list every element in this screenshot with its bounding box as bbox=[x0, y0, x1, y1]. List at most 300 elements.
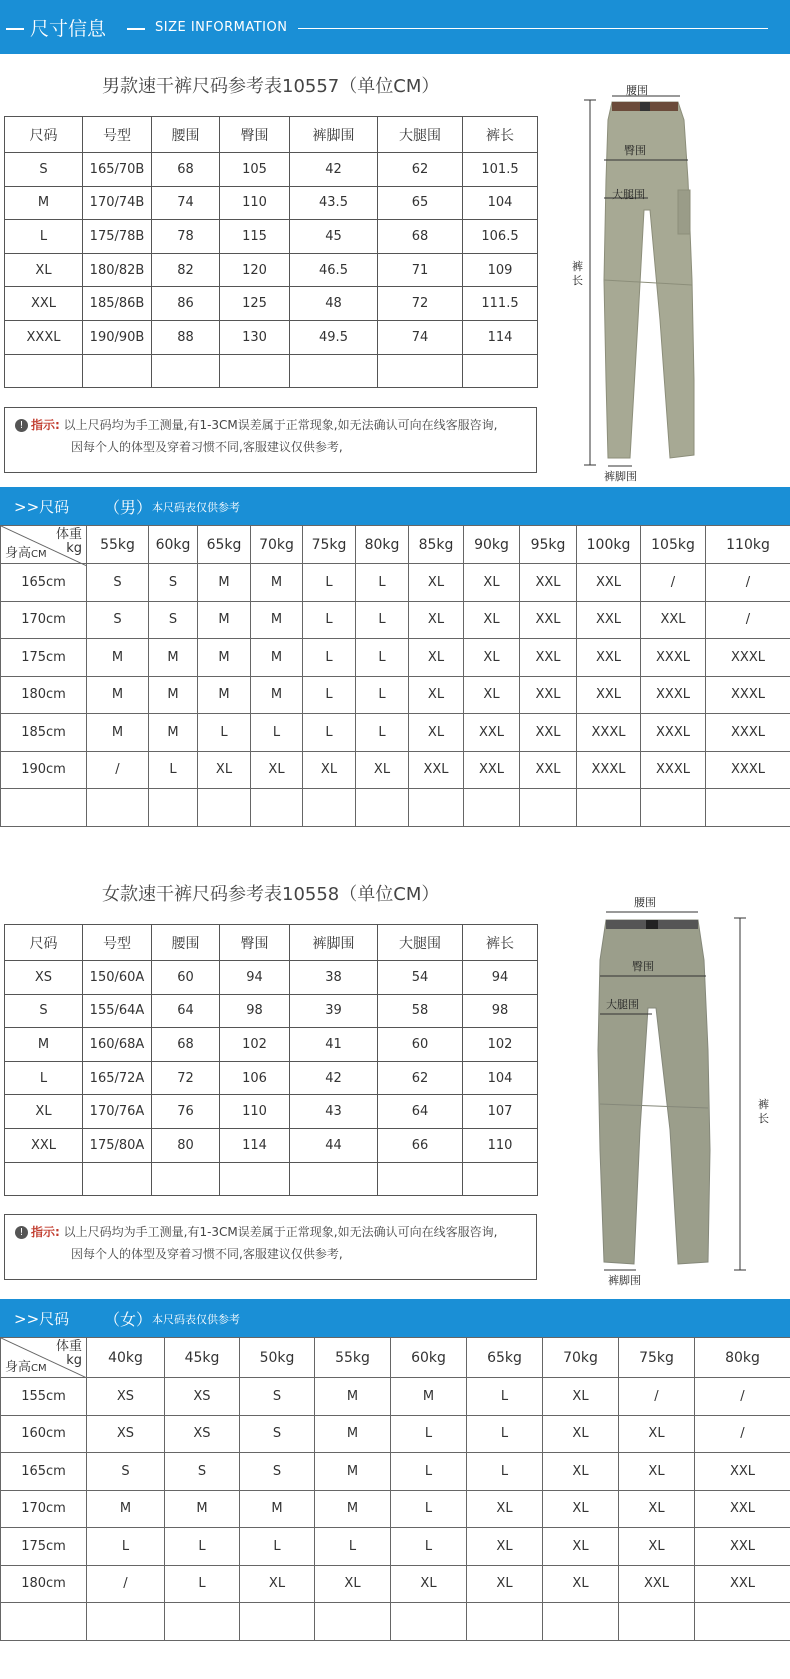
column-header: 尺码 bbox=[5, 925, 83, 961]
size-cell: S bbox=[240, 1453, 315, 1491]
info-icon: ! bbox=[15, 419, 28, 432]
table-row bbox=[1, 714, 790, 752]
table-cell: 94 bbox=[463, 961, 538, 995]
size-cell: M bbox=[251, 564, 303, 602]
table-cell: XXL bbox=[5, 1128, 83, 1162]
table-cell: 71 bbox=[378, 253, 463, 287]
size-cell: XS bbox=[165, 1415, 240, 1453]
height-label: 165cm bbox=[1, 564, 87, 602]
size-cell: S bbox=[165, 1453, 240, 1491]
size-cell bbox=[303, 789, 356, 827]
table-cell: XL bbox=[5, 1095, 83, 1129]
size-cell bbox=[641, 789, 706, 827]
weight-header: 65kg bbox=[198, 526, 251, 564]
table-row bbox=[5, 354, 538, 388]
size-cell: / bbox=[706, 601, 790, 639]
size-cell: XXL bbox=[464, 751, 520, 789]
note-label: 指示: bbox=[31, 1225, 60, 1239]
table-row bbox=[1, 601, 790, 639]
corner-weight: 体重 bbox=[55, 527, 82, 542]
women-weight-height-matrix bbox=[0, 1337, 790, 1641]
size-cell: XL bbox=[543, 1528, 619, 1566]
size-cell: S bbox=[87, 1453, 165, 1491]
size-info-banner bbox=[0, 0, 790, 54]
women-size-note bbox=[4, 1214, 537, 1280]
height-label: 165cm bbox=[1, 1453, 87, 1491]
size-cell: S bbox=[149, 564, 198, 602]
men-thigh-label: 大腿围 bbox=[612, 188, 645, 201]
table-cell: 66 bbox=[378, 1128, 463, 1162]
table-row bbox=[5, 1095, 538, 1129]
size-cell bbox=[149, 789, 198, 827]
height-label: 175cm bbox=[1, 1528, 87, 1566]
table-row bbox=[5, 961, 538, 995]
size-cell: XL bbox=[619, 1453, 695, 1491]
table-cell: 104 bbox=[463, 1061, 538, 1095]
size-cell: XL bbox=[467, 1565, 543, 1603]
note-line-1: 以上尺码均为手工测量,有1-3CM误差属于正常现象,如无法确认可向在线客服咨询, bbox=[63, 1225, 498, 1239]
column-header: 裤长 bbox=[463, 117, 538, 153]
size-cell bbox=[520, 789, 577, 827]
size-cell: M bbox=[198, 676, 251, 714]
weight-header: 105kg bbox=[641, 526, 706, 564]
table-cell: 68 bbox=[378, 220, 463, 254]
note-line-2: 因每个人的体型及穿着习惯不同,客服建议仅供参考, bbox=[71, 1247, 343, 1261]
table-cell bbox=[220, 1162, 290, 1196]
size-cell: XL bbox=[543, 1415, 619, 1453]
info-icon: ! bbox=[15, 1226, 28, 1239]
height-label: 185cm bbox=[1, 714, 87, 752]
size-cell: XXL bbox=[641, 601, 706, 639]
size-cell bbox=[198, 789, 251, 827]
table-cell: 110 bbox=[220, 1095, 290, 1129]
table-cell: 45 bbox=[290, 220, 378, 254]
height-label: 180cm bbox=[1, 1565, 87, 1603]
size-cell: M bbox=[240, 1490, 315, 1528]
table-row bbox=[1, 1490, 790, 1528]
table-cell: 185/86B bbox=[83, 287, 152, 321]
weight-header: 80kg bbox=[695, 1338, 790, 1378]
table-row bbox=[5, 153, 538, 187]
table-cell: 39 bbox=[290, 994, 378, 1028]
women-thigh-label: 大腿围 bbox=[606, 998, 639, 1011]
table-row bbox=[5, 994, 538, 1028]
table-row bbox=[1, 1565, 790, 1603]
men-bar-arrow-label: >>尺码 bbox=[14, 498, 70, 516]
table-cell: 114 bbox=[463, 320, 538, 354]
men-size-table bbox=[4, 116, 538, 388]
size-cell: XXL bbox=[520, 676, 577, 714]
size-cell: XL bbox=[464, 676, 520, 714]
size-cell bbox=[706, 789, 790, 827]
size-cell: L bbox=[303, 601, 356, 639]
size-cell: XXXL bbox=[706, 714, 790, 752]
table-cell: 109 bbox=[463, 253, 538, 287]
note-label: 指示: bbox=[31, 418, 60, 432]
size-cell: XXL bbox=[464, 714, 520, 752]
men-waist-label: 腰围 bbox=[626, 84, 648, 97]
table-cell bbox=[290, 1162, 378, 1196]
size-cell: XXL bbox=[520, 601, 577, 639]
size-cell: L bbox=[467, 1415, 543, 1453]
table-cell: 76 bbox=[152, 1095, 220, 1129]
size-cell: XXXL bbox=[641, 676, 706, 714]
size-cell: L bbox=[303, 564, 356, 602]
weight-header: 60kg bbox=[391, 1338, 467, 1378]
table-cell: 64 bbox=[378, 1095, 463, 1129]
table-cell: 114 bbox=[220, 1128, 290, 1162]
size-cell: M bbox=[87, 639, 149, 677]
weight-header: 50kg bbox=[240, 1338, 315, 1378]
size-cell: L bbox=[240, 1528, 315, 1566]
table-cell: 170/76A bbox=[83, 1095, 152, 1129]
weight-header: 55kg bbox=[87, 526, 149, 564]
table-cell: 42 bbox=[290, 1061, 378, 1095]
height-label bbox=[1, 1603, 87, 1641]
table-cell: S bbox=[5, 153, 83, 187]
banner-dash-left bbox=[6, 28, 24, 30]
size-cell: XXL bbox=[577, 564, 641, 602]
women-length-label: 裤长 bbox=[758, 1098, 769, 1125]
size-cell: / bbox=[87, 1565, 165, 1603]
note-line-1: 以上尺码均为手工测量,有1-3CM误差属于正常现象,如无法确认可向在线客服咨询, bbox=[63, 418, 498, 432]
table-cell: 43 bbox=[290, 1095, 378, 1129]
size-cell: M bbox=[391, 1378, 467, 1416]
size-cell: XXXL bbox=[577, 714, 641, 752]
column-header: 腰围 bbox=[152, 117, 220, 153]
women-size-bar bbox=[0, 1299, 790, 1337]
table-row bbox=[1, 1603, 790, 1641]
table-cell: 102 bbox=[220, 1028, 290, 1062]
size-cell bbox=[315, 1603, 391, 1641]
table-cell bbox=[290, 354, 378, 388]
size-cell: L bbox=[467, 1453, 543, 1491]
table-row bbox=[5, 1061, 538, 1095]
size-cell: XL bbox=[543, 1565, 619, 1603]
size-cell: M bbox=[149, 676, 198, 714]
women-waist-label: 腰围 bbox=[634, 896, 656, 909]
table-cell: 86 bbox=[152, 287, 220, 321]
women-size-table bbox=[4, 924, 538, 1196]
table-row bbox=[5, 1028, 538, 1062]
column-header: 大腿围 bbox=[378, 117, 463, 153]
women-bar-sub: 本尺码表仅供参考 bbox=[152, 1313, 240, 1326]
table-cell: 175/80A bbox=[83, 1128, 152, 1162]
size-cell: XXXL bbox=[706, 639, 790, 677]
men-hip-label: 臀围 bbox=[624, 144, 646, 157]
table-cell: XL bbox=[5, 253, 83, 287]
size-cell: / bbox=[695, 1378, 790, 1416]
column-header: 裤脚围 bbox=[290, 117, 378, 153]
table-cell bbox=[83, 1162, 152, 1196]
weight-header: 70kg bbox=[543, 1338, 619, 1378]
table-row bbox=[1, 676, 790, 714]
size-cell bbox=[619, 1603, 695, 1641]
size-cell: XL bbox=[303, 751, 356, 789]
weight-header: 75kg bbox=[619, 1338, 695, 1378]
weight-header: 110kg bbox=[706, 526, 790, 564]
table-row bbox=[1, 789, 790, 827]
column-header: 号型 bbox=[83, 117, 152, 153]
size-cell: XS bbox=[165, 1378, 240, 1416]
size-cell bbox=[356, 789, 409, 827]
size-cell: L bbox=[198, 714, 251, 752]
table-row bbox=[1, 1415, 790, 1453]
table-cell: 130 bbox=[220, 320, 290, 354]
size-cell: M bbox=[315, 1378, 391, 1416]
size-cell: XL bbox=[464, 564, 520, 602]
table-cell: 106.5 bbox=[463, 220, 538, 254]
size-cell bbox=[409, 789, 464, 827]
table-cell: 44 bbox=[290, 1128, 378, 1162]
size-cell: L bbox=[315, 1528, 391, 1566]
table-cell: 64 bbox=[152, 994, 220, 1028]
table-cell bbox=[152, 354, 220, 388]
table-cell: 160/68A bbox=[83, 1028, 152, 1062]
table-cell: 155/64A bbox=[83, 994, 152, 1028]
size-cell: L bbox=[356, 714, 409, 752]
size-cell: M bbox=[149, 639, 198, 677]
banner-title-cn: 尺寸信息 bbox=[30, 18, 107, 40]
weight-header: 95kg bbox=[520, 526, 577, 564]
table-cell: 98 bbox=[463, 994, 538, 1028]
table-cell bbox=[83, 354, 152, 388]
table-cell: S bbox=[5, 994, 83, 1028]
table-cell bbox=[5, 354, 83, 388]
weight-header: 45kg bbox=[165, 1338, 240, 1378]
weight-header: 90kg bbox=[464, 526, 520, 564]
size-cell: XL bbox=[464, 601, 520, 639]
weight-header: 80kg bbox=[356, 526, 409, 564]
size-cell: XL bbox=[409, 676, 464, 714]
size-cell: / bbox=[619, 1378, 695, 1416]
men-weight-height-matrix bbox=[0, 525, 790, 827]
men-pants-figure bbox=[560, 80, 740, 483]
table-cell: 48 bbox=[290, 287, 378, 321]
table-cell: 175/78B bbox=[83, 220, 152, 254]
women-size-title: 女款速干裤尺码参考表10558（单位CM） bbox=[102, 884, 440, 905]
table-cell: 38 bbox=[290, 961, 378, 995]
size-cell: M bbox=[198, 601, 251, 639]
height-label: 170cm bbox=[1, 601, 87, 639]
table-cell: 180/82B bbox=[83, 253, 152, 287]
table-cell: L bbox=[5, 1061, 83, 1095]
column-header: 裤脚围 bbox=[290, 925, 378, 961]
size-cell: XL bbox=[409, 601, 464, 639]
table-cell: 170/74B bbox=[83, 186, 152, 220]
men-bar-gender: （男） bbox=[104, 498, 153, 517]
weight-header: 40kg bbox=[87, 1338, 165, 1378]
table-cell: 120 bbox=[220, 253, 290, 287]
table-cell: 107 bbox=[463, 1095, 538, 1129]
size-cell: S bbox=[87, 564, 149, 602]
size-cell: L bbox=[467, 1378, 543, 1416]
table-cell: 104 bbox=[463, 186, 538, 220]
size-cell bbox=[391, 1603, 467, 1641]
size-cell: L bbox=[391, 1490, 467, 1528]
corner-cm: CM bbox=[31, 1363, 47, 1374]
weight-header: 75kg bbox=[303, 526, 356, 564]
size-cell: M bbox=[251, 601, 303, 639]
size-cell: L bbox=[391, 1453, 467, 1491]
table-cell: XXXL bbox=[5, 320, 83, 354]
size-cell: M bbox=[87, 1490, 165, 1528]
table-cell bbox=[463, 354, 538, 388]
size-cell: M bbox=[198, 564, 251, 602]
weight-header: 60kg bbox=[149, 526, 198, 564]
column-header: 臀围 bbox=[220, 117, 290, 153]
size-cell: S bbox=[240, 1415, 315, 1453]
size-cell: XXL bbox=[695, 1528, 790, 1566]
size-cell: XXL bbox=[619, 1565, 695, 1603]
size-cell: L bbox=[391, 1415, 467, 1453]
height-label bbox=[1, 789, 87, 827]
table-row bbox=[5, 320, 538, 354]
size-cell: XXXL bbox=[706, 676, 790, 714]
women-pants-illustration bbox=[590, 890, 780, 1290]
size-cell: XXXL bbox=[641, 751, 706, 789]
size-cell: L bbox=[165, 1565, 240, 1603]
table-cell: 65 bbox=[378, 186, 463, 220]
table-row bbox=[1, 1528, 790, 1566]
banner-title-en: SIZE INFORMATION bbox=[155, 20, 288, 35]
weight-header: 65kg bbox=[467, 1338, 543, 1378]
column-header: 大腿围 bbox=[378, 925, 463, 961]
size-cell: S bbox=[87, 601, 149, 639]
size-cell: S bbox=[240, 1378, 315, 1416]
size-cell: XL bbox=[464, 639, 520, 677]
size-cell: XL bbox=[543, 1453, 619, 1491]
table-cell: 88 bbox=[152, 320, 220, 354]
table-cell bbox=[220, 354, 290, 388]
size-cell: XXL bbox=[520, 751, 577, 789]
table-cell: 54 bbox=[378, 961, 463, 995]
size-cell: M bbox=[149, 714, 198, 752]
banner-line bbox=[298, 28, 768, 29]
size-cell: L bbox=[356, 601, 409, 639]
table-cell: 190/90B bbox=[83, 320, 152, 354]
size-cell: XXL bbox=[520, 564, 577, 602]
men-size-title: 男款速干裤尺码参考表10557（单位CM） bbox=[102, 76, 440, 97]
banner-dash-mid bbox=[127, 28, 145, 30]
women-hip-label: 臀围 bbox=[632, 960, 654, 973]
note-line-2: 因每个人的体型及穿着习惯不同,客服建议仅供参考, bbox=[71, 440, 343, 454]
column-header: 号型 bbox=[83, 925, 152, 961]
table-cell: 110 bbox=[463, 1128, 538, 1162]
size-cell: XXXL bbox=[706, 751, 790, 789]
table-cell: 68 bbox=[152, 153, 220, 187]
size-cell: XL bbox=[251, 751, 303, 789]
table-cell: 111.5 bbox=[463, 287, 538, 321]
size-cell: XXXL bbox=[577, 751, 641, 789]
corner-height: 身高 bbox=[5, 1360, 32, 1375]
size-cell: M bbox=[165, 1490, 240, 1528]
size-cell: XL bbox=[467, 1490, 543, 1528]
table-cell: XS bbox=[5, 961, 83, 995]
size-cell: XL bbox=[619, 1490, 695, 1528]
size-cell: XL bbox=[240, 1565, 315, 1603]
table-row bbox=[1, 639, 790, 677]
table-cell: 115 bbox=[220, 220, 290, 254]
table-cell: 80 bbox=[152, 1128, 220, 1162]
size-cell: M bbox=[251, 676, 303, 714]
size-cell: M bbox=[87, 714, 149, 752]
column-header: 腰围 bbox=[152, 925, 220, 961]
women-bar-gender: （女） bbox=[104, 1310, 153, 1329]
size-cell: XXL bbox=[577, 676, 641, 714]
table-cell bbox=[378, 354, 463, 388]
size-cell: / bbox=[706, 564, 790, 602]
size-cell: XXL bbox=[695, 1565, 790, 1603]
table-cell: 42 bbox=[290, 153, 378, 187]
size-cell: L bbox=[356, 639, 409, 677]
size-cell: / bbox=[87, 751, 149, 789]
size-cell: XS bbox=[87, 1415, 165, 1453]
height-label: 155cm bbox=[1, 1378, 87, 1416]
size-cell: M bbox=[198, 639, 251, 677]
size-cell: S bbox=[149, 601, 198, 639]
table-cell: 150/60A bbox=[83, 961, 152, 995]
size-cell: L bbox=[87, 1528, 165, 1566]
table-row bbox=[1, 564, 790, 602]
table-row bbox=[5, 287, 538, 321]
weight-header: 100kg bbox=[577, 526, 641, 564]
table-cell bbox=[152, 1162, 220, 1196]
corner-cell bbox=[1, 526, 87, 564]
column-header: 裤长 bbox=[463, 925, 538, 961]
table-cell bbox=[463, 1162, 538, 1196]
size-cell bbox=[467, 1603, 543, 1641]
size-cell: M bbox=[87, 676, 149, 714]
men-size-bar bbox=[0, 487, 790, 525]
size-cell: XXL bbox=[695, 1453, 790, 1491]
table-cell: 62 bbox=[378, 153, 463, 187]
size-cell: XL bbox=[619, 1528, 695, 1566]
size-cell: L bbox=[251, 714, 303, 752]
size-cell: XL bbox=[356, 751, 409, 789]
size-cell: L bbox=[303, 714, 356, 752]
men-hem-label: 裤脚围 bbox=[604, 470, 637, 483]
table-cell: 78 bbox=[152, 220, 220, 254]
women-pants-figure bbox=[590, 890, 780, 1290]
corner-cell bbox=[1, 1338, 87, 1378]
men-length-label: 裤长 bbox=[572, 260, 583, 287]
corner-weight: 体重 bbox=[55, 1339, 82, 1354]
height-label: 190cm bbox=[1, 751, 87, 789]
size-cell: L bbox=[303, 676, 356, 714]
table-cell: 110 bbox=[220, 186, 290, 220]
table-cell: 41 bbox=[290, 1028, 378, 1062]
corner-kg: kg bbox=[66, 1353, 82, 1368]
table-cell: 82 bbox=[152, 253, 220, 287]
size-cell: XL bbox=[391, 1565, 467, 1603]
size-cell: XXL bbox=[695, 1490, 790, 1528]
size-cell bbox=[695, 1603, 790, 1641]
column-header: 尺码 bbox=[5, 117, 83, 153]
table-cell: 74 bbox=[378, 320, 463, 354]
size-cell bbox=[87, 1603, 165, 1641]
table-row bbox=[1, 1453, 790, 1491]
size-cell: XL bbox=[467, 1528, 543, 1566]
size-cell: L bbox=[149, 751, 198, 789]
size-cell: XL bbox=[409, 564, 464, 602]
table-cell: 72 bbox=[378, 287, 463, 321]
table-row bbox=[1, 751, 790, 789]
table-cell: 68 bbox=[152, 1028, 220, 1062]
size-cell: XXL bbox=[520, 639, 577, 677]
women-bar-arrow-label: >>尺码 bbox=[14, 1310, 70, 1328]
size-cell: XXL bbox=[577, 601, 641, 639]
